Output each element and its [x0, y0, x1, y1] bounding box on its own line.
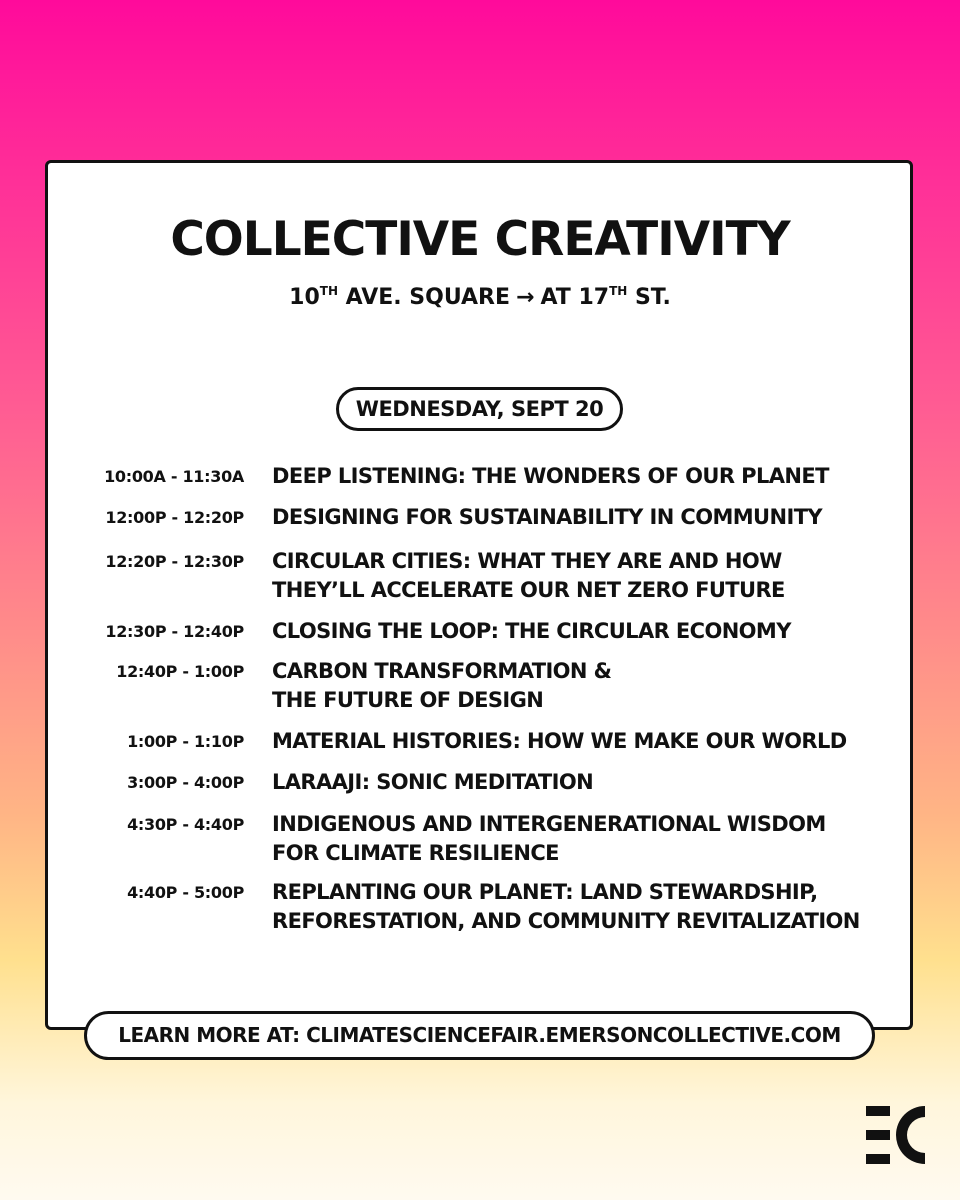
session-title — [272, 657, 902, 715]
session-time: 10:00A - 11:30A — [104, 467, 244, 486]
session-title-line: THE FUTURE OF DESIGN — [272, 688, 544, 712]
logo-bar-middle — [866, 1130, 890, 1140]
session-title-line: THEY’LL ACCELERATE OUR NET ZERO FUTURE — [272, 578, 785, 602]
logo-bar-top — [866, 1106, 890, 1116]
session-title — [272, 547, 902, 605]
session-title-line: DESIGNING FOR SUSTAINABILITY IN COMMUNITY — [272, 505, 823, 529]
session-title-line: REPLANTING OUR PLANET: LAND STEWARDSHIP, — [272, 880, 818, 904]
session-title — [272, 462, 902, 491]
session-title-line: REFORESTATION, AND COMMUNITY REVITALIZATION — [272, 909, 860, 933]
date-badge: WEDNESDAY, SEPT 20 — [336, 387, 623, 431]
session-title-line: LARAAJI: SONIC MEDITATION — [272, 770, 594, 794]
learn-more-link[interactable]: LEARN MORE AT: CLIMATESCIENCEFAIR.EMERSONCOLLECTIVE.COM — [84, 1011, 875, 1060]
location-part-3: AT 17 — [540, 285, 610, 310]
location-part-2: AVE. SQUARE — [338, 285, 511, 310]
session-title — [272, 878, 902, 936]
session-time: 3:00P - 4:00P — [127, 773, 244, 792]
session-time: 12:20P - 12:30P — [105, 552, 244, 571]
logo-half-circle — [896, 1106, 925, 1164]
location-superscript-1: TH — [319, 284, 339, 298]
session-title — [272, 768, 902, 797]
location-part-4: ST. — [627, 285, 671, 310]
arrow-right-icon: → — [516, 285, 535, 310]
session-title — [272, 617, 902, 646]
event-title: COLLECTIVE CREATIVITY — [170, 212, 790, 267]
emerson-collective-logo-icon — [866, 1106, 926, 1164]
session-time: 12:30P - 12:40P — [105, 622, 244, 641]
session-title-line: CIRCULAR CITIES: WHAT THEY ARE AND HOW — [272, 549, 782, 573]
session-time: 1:00P - 1:10P — [127, 732, 244, 751]
session-title-line: FOR CLIMATE RESILIENCE — [272, 841, 559, 865]
session-title-line: CLOSING THE LOOP: THE CIRCULAR ECONOMY — [272, 619, 791, 643]
session-title-line: INDIGENOUS AND INTERGENERATIONAL WISDOM — [272, 812, 826, 836]
logo-bar-bottom — [866, 1154, 890, 1164]
session-title-line: MATERIAL HISTORIES: HOW WE MAKE OUR WORLD — [272, 729, 847, 753]
session-title — [272, 727, 902, 756]
session-time: 4:30P - 4:40P — [127, 815, 244, 834]
session-title — [272, 503, 902, 532]
session-time: 12:40P - 1:00P — [116, 662, 244, 681]
session-title — [272, 810, 902, 868]
session-time: 12:00P - 12:20P — [105, 508, 244, 527]
location-superscript-2: TH — [609, 284, 628, 298]
session-title-line: CARBON TRANSFORMATION & — [272, 659, 612, 683]
event-location — [0, 281, 960, 315]
session-title-line: DEEP LISTENING: THE WONDERS OF OUR PLANET — [272, 464, 829, 488]
location-part-1: 10 — [289, 285, 320, 310]
session-time: 4:40P - 5:00P — [127, 883, 244, 902]
